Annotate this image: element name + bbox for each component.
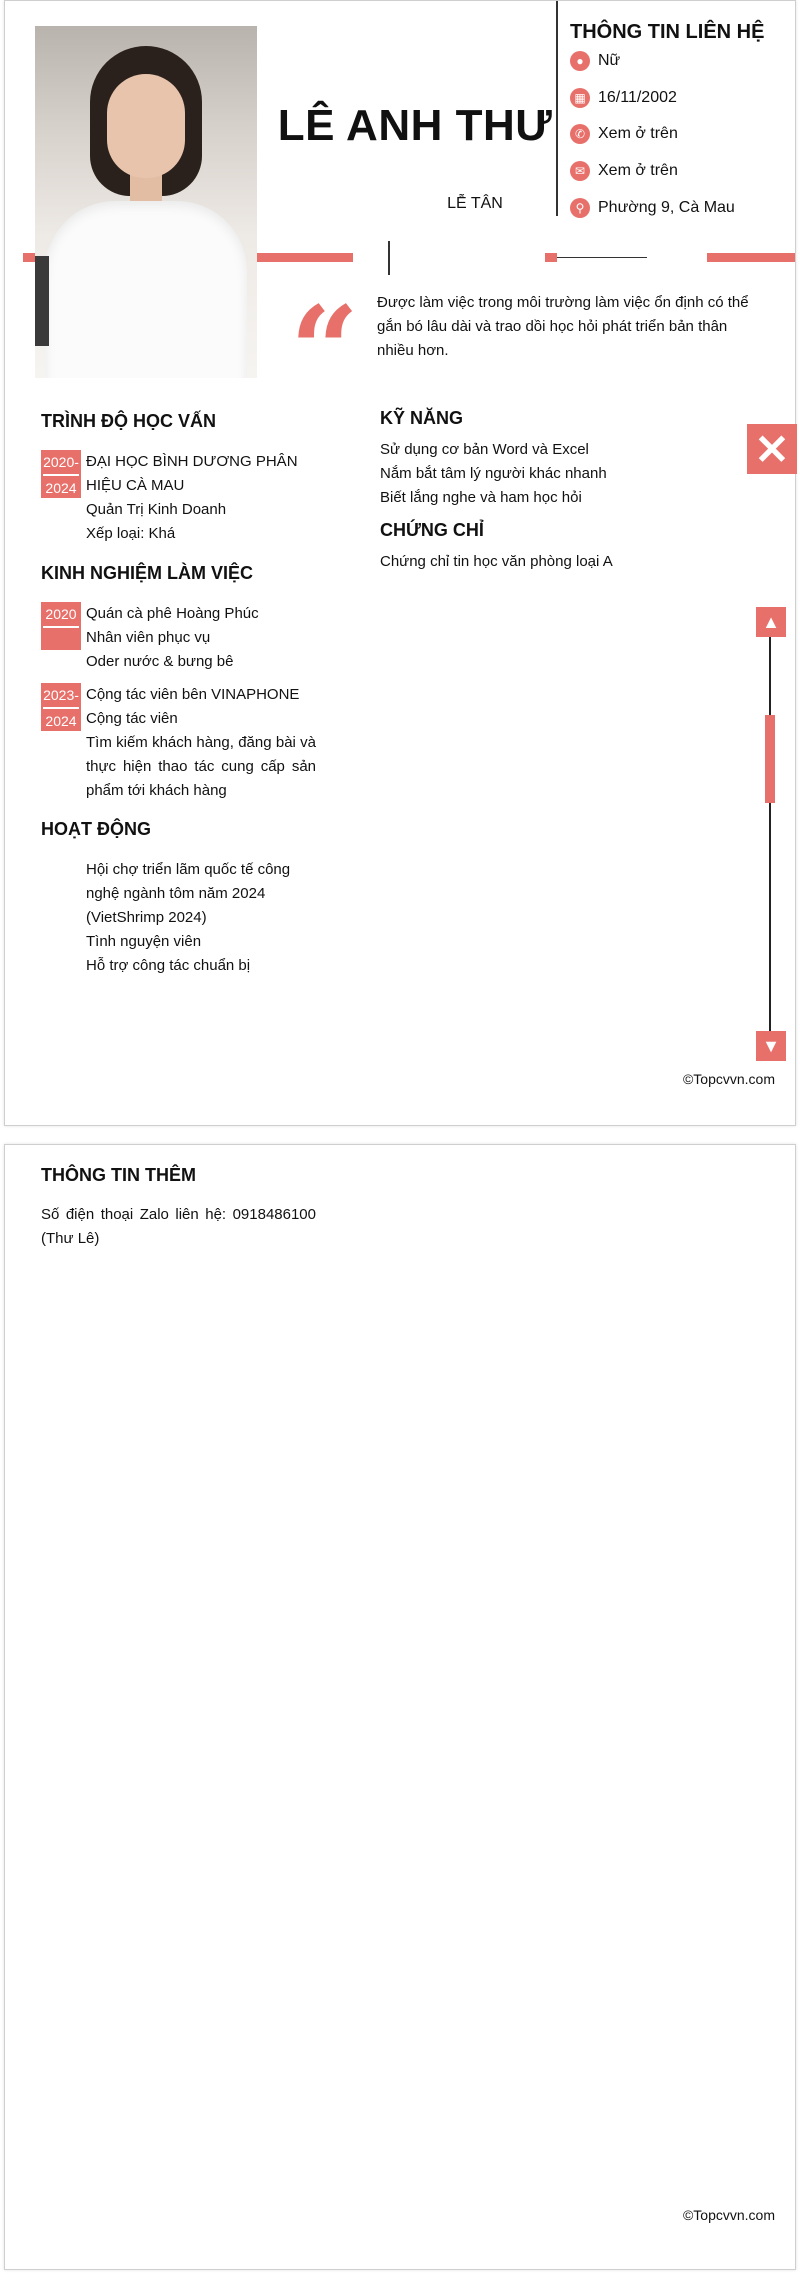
activity-role: Tình nguyện viên — [86, 933, 202, 950]
company-name: Cộng tác viên bên VINAPHONE — [86, 686, 300, 703]
accent-bar-right — [707, 253, 795, 262]
job-title: Nhân viên phục vụ — [86, 629, 211, 646]
extra-info-title: THÔNG TIN THÊM — [41, 1165, 196, 1185]
certificates-title: CHỨNG CHỈ — [380, 520, 484, 540]
footer-brand: ©Topcvvn.com — [682, 1071, 775, 1087]
location-icon: ⚲ — [570, 198, 590, 218]
contact-birthday: ▦ 16/11/2002 — [570, 85, 677, 111]
job-title: Cộng tác viên — [86, 710, 178, 727]
header-divider — [556, 1, 558, 216]
contact-email: ✉ Xem ở trên — [570, 158, 678, 184]
experience-date: 2020 — [41, 602, 81, 650]
experience-entry — [41, 602, 316, 674]
activity-event: Hội chợ triển lãm quốc tế công nghệ ngành tôm năm 2024 (VietShrimp 2024) — [86, 861, 291, 926]
cv-page-2 — [4, 1144, 796, 2270]
phone-icon: ✆ — [570, 124, 590, 144]
career-objective: Được làm việc trong môi trường làm việc ổn định có thể gắn bó lâu dài và trao dồi học hỏi phát triển bản thân nhiều hơn. — [377, 294, 749, 359]
experience-date: 2023- 2024 — [41, 683, 81, 731]
divider-line — [557, 257, 647, 258]
mail-icon: ✉ — [570, 161, 590, 181]
major: Quản Trị Kinh Doanh — [86, 501, 227, 518]
scroll-down-button[interactable] — [756, 1031, 786, 1061]
school-name: ĐẠI HỌC BÌNH DƯƠNG PHÂN HIỆU CÀ MAU — [86, 453, 298, 494]
activities-title: HOẠT ĐỘNG — [41, 819, 151, 839]
scrollbar-thumb[interactable] — [765, 715, 775, 803]
divider-tick — [388, 241, 390, 275]
experience-title: KINH NGHIỆM LÀM VIỆC — [41, 563, 254, 583]
accent-bar-mid — [257, 253, 353, 262]
skill-item: Sử dụng cơ bản Word và Excel — [380, 441, 589, 458]
accent-square — [545, 253, 557, 262]
candidate-name: LÊ ANH THƯ — [277, 101, 553, 150]
contact-address: ⚲ Phường 9, Cà Mau — [570, 195, 735, 221]
scrollbar-track[interactable] — [769, 637, 771, 1031]
candidate-position: LỄ TÂN — [447, 195, 503, 212]
certificate-item: Chứng chỉ tin học văn phòng loại A — [380, 553, 613, 570]
education-entry — [41, 450, 316, 546]
close-button[interactable] — [747, 424, 797, 474]
contact-phone: ✆ Xem ở trên — [570, 121, 678, 147]
job-description: Oder nước & bưng bê — [86, 653, 234, 670]
contact-gender: ● Nữ — [570, 48, 620, 74]
activity-task: Hỗ trợ công tác chuẩn bị — [86, 957, 251, 974]
experience-entry — [41, 683, 316, 803]
quote-icon: “ — [290, 291, 360, 371]
person-icon: ● — [570, 51, 590, 71]
accent-bar-left — [23, 253, 35, 262]
education-date: 2020- 2024 — [41, 450, 81, 498]
scroll-up-button[interactable] — [756, 607, 786, 637]
cv-page-1 — [4, 0, 796, 1126]
company-name: Quán cà phê Hoàng Phúc — [86, 605, 259, 622]
footer-brand: ©Topcvvn.com — [682, 2207, 775, 2223]
triangle-up-icon: ▲ — [762, 611, 780, 632]
activities-list — [86, 858, 316, 978]
grade: Xếp loại: Khá — [86, 525, 176, 542]
contact-title: THÔNG TIN LIÊN HỆ — [570, 21, 765, 43]
skills-title: KỸ NĂNG — [380, 408, 464, 428]
triangle-down-icon: ▼ — [762, 1035, 780, 1056]
skills-list — [380, 438, 710, 510]
education-title: TRÌNH ĐỘ HỌC VẤN — [41, 411, 216, 431]
close-icon: ✕ — [754, 425, 790, 473]
extra-info-text: Số điện thoại Zalo liên hệ: 0918486100 (Thư Lê) — [41, 1206, 316, 1247]
calendar-icon: ▦ — [570, 88, 590, 108]
skill-item: Nắm bắt tâm lý người khác nhanh — [380, 465, 607, 482]
skill-item: Biết lắng nghe và ham học hỏi — [380, 489, 582, 506]
job-description: Tìm kiếm khách hàng, đăng bài và thực hiện thao tác cung cấp sản phẩm tới khách hàng — [86, 734, 316, 799]
profile-photo — [35, 26, 257, 378]
